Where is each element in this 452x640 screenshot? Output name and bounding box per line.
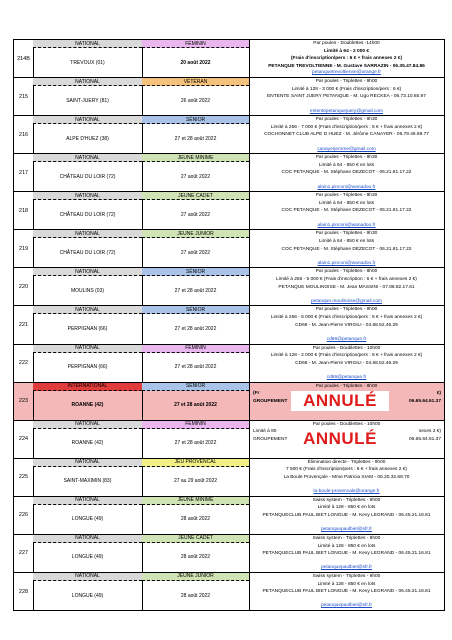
detail-line: Swiss system - Triplettes - 9h00	[312, 573, 381, 579]
event-date: 27 et 28 août 2022	[174, 364, 217, 371]
details-cell	[249, 192, 444, 229]
date-cell	[142, 230, 250, 267]
details-cell	[249, 116, 444, 153]
competition-type: NATIONAL	[33, 573, 142, 581]
detail-line: Par poules - Triplettes - 9h00	[315, 79, 378, 85]
category-badge: VÉTÉRAN	[142, 78, 249, 86]
details-cell	[249, 383, 444, 420]
table-row	[13, 344, 445, 383]
detail-line: GROUPEMENT	[253, 398, 288, 404]
contact-email-link[interactable]: ententepetanquejuery@gmail.com	[309, 108, 384, 114]
category-badge: JEUNE MINIME	[142, 154, 249, 162]
contact-email-link[interactable]: petanque.moulinoise@gmail.com	[311, 298, 382, 304]
detail-line: (Fr	[253, 391, 260, 397]
date-cell	[142, 192, 250, 229]
detail-line: CD66 - M. Jean-Pierre VIRGILI - 04.68.52.46.29	[295, 360, 398, 366]
detail-line: GROUPEMENT	[253, 436, 288, 442]
competition-type: NATIONAL	[33, 116, 142, 124]
detail-line: Limité à 80	[253, 429, 277, 435]
category-badge: SÉNIOR	[142, 116, 249, 124]
detail-line: Limité à 128 - 2 000 € (Frais d'inscription/pers : 6 € + frais annexes 2 €)	[270, 353, 423, 359]
details-cell	[249, 268, 444, 305]
location-name: PERPIGNAN (66)	[67, 326, 108, 333]
category-badge: FÉMININ	[142, 345, 249, 353]
detail-line: Limité à 128 - 850 € en lots	[317, 505, 376, 511]
event-date: 27 et 28 août 2022	[174, 135, 217, 142]
location-name: CHÂTEAU DU LOIR (72)	[59, 173, 116, 180]
competition-type: NATIONAL	[33, 40, 142, 48]
detail-line-right: 06.65.64.61.37	[408, 398, 441, 404]
competition-type: NATIONAL	[33, 192, 142, 200]
detail-line: Limité à 256 - 7 000 € (Frais d'inscription/pers : 6 € + frais annexes 2 €)	[270, 124, 423, 130]
detail-line: Swiss system - Triplettes - 9h00	[312, 497, 381, 503]
row-number: 223	[14, 383, 34, 420]
detail-line: COC PETANQUE - M. Stéphane DEZECOT - 06.21.81.17.22	[281, 170, 412, 176]
details-cell	[249, 421, 444, 458]
detail-line: Limité à 128 - 850 € en lots	[317, 581, 376, 587]
category-badge: JEUNE JUNIOR	[142, 573, 249, 581]
detail-line: Limité à 256 - 5 000 € (Frais d'inscription : 6 € + frais annexes 2 €)	[276, 277, 417, 282]
location-cell	[33, 497, 143, 534]
detail-line: La Boule Provençale - Mme Patricia SIAM - 06.20.32.68.70	[283, 474, 410, 480]
event-date: 28 août 2022	[180, 516, 211, 523]
detail-line: Limité à 128 - 3 000 € (Frais d'inscription/pers : 6 €)	[291, 86, 402, 92]
row-number: 226	[14, 497, 34, 534]
contact-email-link[interactable]: alain1.pinconi@wanadoo.fr	[317, 184, 376, 190]
location-name: LONGUE (49)	[71, 554, 104, 561]
location-cell	[33, 306, 143, 343]
location-name: CHÂTEAU DU LOIR (72)	[59, 249, 116, 256]
detail-line: Limité à 64 - 850 € en lots	[318, 162, 375, 168]
table-row	[13, 572, 445, 611]
location-name: PERPIGNAN (66)	[67, 364, 108, 371]
location-cell	[33, 383, 143, 420]
row-number: 224	[14, 421, 34, 458]
category-badge: JEUNE CADET	[142, 192, 249, 200]
detail-line: COCHONNET CLUB ALPE D HUEZ - M. Jérôme CANAYER - 06.79.46.89.77	[264, 132, 429, 138]
contact-email-link[interactable]: alain1.pinconi@wanadoo.fr	[317, 222, 376, 228]
detail-line-right: €)	[436, 391, 441, 397]
location-cell	[33, 573, 143, 610]
competition-type: NATIONAL	[33, 230, 142, 238]
event-date: 27 août 2022	[180, 249, 211, 256]
table-row	[13, 191, 445, 230]
location-name: LONGUE (49)	[71, 592, 104, 599]
table-row	[13, 382, 445, 421]
competition-type: NATIONAL	[33, 345, 142, 353]
detail-line: ENTENTE SAINT JUERY PETANQUE - M. Ugo RECKEA - 06.73.10.65.97	[267, 94, 426, 100]
details-cell	[249, 78, 444, 115]
event-date: 27 et 28 août 2022	[174, 326, 217, 333]
date-cell	[142, 421, 250, 458]
detail-line: 7 500 € (Frais d'inscription/pers : 6 € + frais annexes 2 €)	[285, 467, 408, 473]
row-number: 216	[14, 116, 34, 153]
details-cell	[249, 230, 444, 267]
category-badge: JEU PROVENCAL	[142, 459, 249, 467]
location-cell	[33, 78, 143, 115]
date-cell	[142, 497, 250, 534]
table-row	[13, 496, 445, 535]
detail-line: Élimination directe - Triplettes - 9h00	[307, 459, 386, 465]
detail-line-right: nexes 2 €)	[418, 429, 441, 435]
contact-email-link[interactable]: petanquetrevoltienne@orange.fr	[312, 70, 381, 76]
contact-email-link[interactable]: petanquepaulbiet@sfr.fr	[320, 527, 372, 533]
event-date: 26 août 2022	[180, 97, 211, 104]
detail-line: PETANQUE TREVOLTIENNE - M. Gustave SARRAZIN - 06.35.47.84.86	[268, 63, 425, 69]
row-number: 218	[14, 192, 34, 229]
detail-line: Par poules - Triplettes - 9h30	[315, 231, 378, 237]
date-cell	[142, 116, 250, 153]
date-cell	[142, 383, 250, 420]
cancelled-stamp: ANNULÉ	[291, 429, 389, 449]
category-badge: JEUNE CADET	[142, 535, 249, 543]
row-number: 220	[14, 268, 34, 305]
category-badge: FÉMININ	[142, 40, 249, 48]
competition-type: INTERNATIONAL	[33, 383, 142, 391]
detail-line: PETANQUECLUB PAUL BIET LONGUE - M. Kevy LEGRAND - 06.45.21.16.81	[262, 551, 431, 557]
location-cell	[33, 116, 143, 153]
table-row	[13, 229, 445, 268]
details-cell	[249, 40, 444, 77]
location-cell	[33, 192, 143, 229]
competition-type: NATIONAL	[33, 459, 142, 467]
event-date: 27 et 28 août 2022	[174, 287, 217, 294]
detail-line: Par poules - Triplettes - 9h30	[315, 155, 378, 161]
detail-line: COC PETANQUE - M. Stéphane DEZECOT - 06.21.81.17.22	[281, 208, 412, 214]
competition-type: NATIONAL	[33, 268, 142, 276]
table-row	[13, 39, 445, 78]
location-name: LONGUE (49)	[71, 516, 104, 523]
details-cell	[249, 154, 444, 191]
contact-email-link[interactable]: petanquepaulbiet@sfr.fr	[320, 565, 372, 571]
row-number: 228	[14, 573, 34, 610]
detail-line-right: 06.65.64.61.37	[408, 436, 441, 442]
category-badge: SÉNIOR	[142, 306, 249, 314]
category-badge: SÉNIOR	[142, 268, 249, 276]
table-row	[13, 458, 445, 497]
event-date: 28 août 2022	[180, 554, 211, 561]
table-row	[13, 420, 445, 459]
event-date: 20 août 2022	[180, 59, 211, 66]
location-name: ROANNE (42)	[71, 440, 104, 447]
row-number: 227	[14, 535, 34, 572]
contact-email-link[interactable]: cd66@petanque.fr	[326, 336, 367, 342]
contact-email-link[interactable]: canayerjerome@gmail.com	[317, 146, 376, 152]
date-cell	[142, 268, 250, 305]
row-number: 221	[14, 306, 34, 343]
detail-line: COC PETANQUE - M. Stéphane DEZECOT - 06.21.81.17.22	[281, 246, 412, 252]
location-cell	[33, 459, 143, 496]
location-name: SAINT-MAXIMIN (83)	[63, 478, 112, 485]
detail-line: Limité à 256 - 5 000 € (Frais d'inscription/pers : 6 € + frais annexes 2 €)	[270, 315, 423, 321]
details-cell	[249, 497, 444, 534]
row-number: 217	[14, 154, 34, 191]
contact-email-link[interactable]: cd66@petanque.fr	[326, 375, 367, 381]
event-date: 28 août 2022	[180, 592, 211, 599]
event-date: 27 au 29 août 2022	[173, 478, 218, 485]
location-cell	[33, 40, 143, 77]
table-row	[13, 153, 445, 192]
category-badge: SÉNIOR	[142, 383, 249, 391]
table-row	[13, 534, 445, 573]
location-cell	[33, 154, 143, 191]
contact-email-link[interactable]: alain1.pinconi@wanadoo.fr	[317, 260, 376, 266]
details-cell	[249, 306, 444, 343]
table-row	[13, 267, 445, 306]
table-row	[13, 77, 445, 116]
category-badge: JEUNE JUNIOR	[142, 230, 249, 238]
detail-line: Par poules - Doublettes - 10h00	[312, 345, 381, 351]
date-cell	[142, 345, 250, 382]
category-badge: JEUNE MINIME	[142, 497, 249, 505]
date-cell	[142, 573, 250, 610]
competition-table	[13, 39, 445, 610]
cancelled-stamp: ANNULÉ	[291, 391, 389, 411]
category-badge: FÉMININ	[142, 421, 249, 429]
detail-line: Swiss system - Triplettes - 9h00	[312, 535, 381, 541]
detail-line: (Frais d'inscription/pers : 6 € + frais annexes 2 €)	[290, 56, 403, 62]
location-cell	[33, 268, 143, 305]
competition-type: NATIONAL	[33, 535, 142, 543]
details-cell	[249, 459, 444, 496]
table-row	[13, 115, 445, 154]
location-name: SAINT-JUERY (81)	[66, 97, 109, 104]
details-cell	[249, 345, 444, 382]
location-name: ROANNE (42)	[71, 402, 104, 409]
location-name: CHÂTEAU DU LOIR (72)	[59, 211, 116, 218]
date-cell	[142, 40, 250, 77]
location-cell	[33, 345, 143, 382]
detail-line: Par poules - Doublettes -14h00	[313, 41, 380, 46]
detail-line: Limité à 64 - 850 € en lots	[318, 200, 375, 206]
row-number: 214B	[14, 40, 34, 77]
table-row	[13, 305, 445, 344]
competition-type: NATIONAL	[33, 306, 142, 314]
row-number: 225	[14, 459, 34, 496]
details-cell	[249, 573, 444, 610]
detail-line: PETANQUECLUB PAUL BIET LONGUE - M. Kevy LEGRAND - 06.45.21.16.81	[262, 589, 431, 595]
detail-line: Par poules - Doublettes - 10h00	[312, 421, 381, 427]
location-cell	[33, 421, 143, 458]
detail-line: Limité à 64 - 2 000 €	[323, 48, 370, 54]
detail-line: Limité à 128 - 850 € en lots	[317, 543, 376, 549]
date-cell	[142, 535, 250, 572]
competition-type: NATIONAL	[33, 78, 142, 86]
detail-line: Limité à 64 - 850 € en lots	[318, 238, 375, 244]
detail-line: CD66 - M. Jean-Pierre VIRGILI - 04.68.52.46.29	[295, 322, 398, 328]
event-date: 27 et 28 août 2022	[174, 440, 217, 447]
competition-type: NATIONAL	[33, 421, 142, 429]
row-number: 215	[14, 78, 34, 115]
location-name: TREVOUX (01)	[70, 59, 105, 66]
location-cell	[33, 230, 143, 267]
row-number: 222	[14, 345, 34, 382]
detail-line: PETANQUECLUB PAUL BIET LONGUE - M. Kevy LEGRAND - 06.45.21.16.81	[262, 513, 431, 519]
competition-type: NATIONAL	[33, 497, 142, 505]
contact-email-link[interactable]: la-boule-provencale@orange.fr	[313, 489, 380, 495]
event-date: 27 et 28 août 2022	[174, 402, 217, 409]
location-name: MOULINS (03)	[70, 287, 105, 294]
detail-line: Par poules - Triplettes - 9h30	[315, 193, 378, 199]
date-cell	[142, 78, 250, 115]
event-date: 27 août 2022	[180, 211, 211, 218]
row-number: 219	[14, 230, 34, 267]
detail-line: Par poules - Triplettes - 9h00	[315, 383, 378, 389]
competition-type: NATIONAL	[33, 154, 142, 162]
location-cell	[33, 535, 143, 572]
date-cell	[142, 459, 250, 496]
contact-email-link[interactable]: petanquepaulbiet@sfr.fr	[320, 603, 372, 609]
event-date: 27 août 2022	[180, 173, 211, 180]
detail-line: Par poules - Triplettes - 9h00	[315, 307, 378, 313]
location-name: ALPE D'HUEZ (38)	[66, 135, 109, 142]
details-cell	[249, 535, 444, 572]
date-cell	[142, 154, 250, 191]
detail-line: Par poules - Triplettes - 8h00	[315, 269, 378, 275]
date-cell	[142, 306, 250, 343]
detail-line: Par poules - Triplettes - 9h30	[315, 117, 378, 123]
detail-line: PETANQUE MOULINOISE - M. Jean MASSINI - 07.88.82.17.61	[278, 284, 415, 290]
